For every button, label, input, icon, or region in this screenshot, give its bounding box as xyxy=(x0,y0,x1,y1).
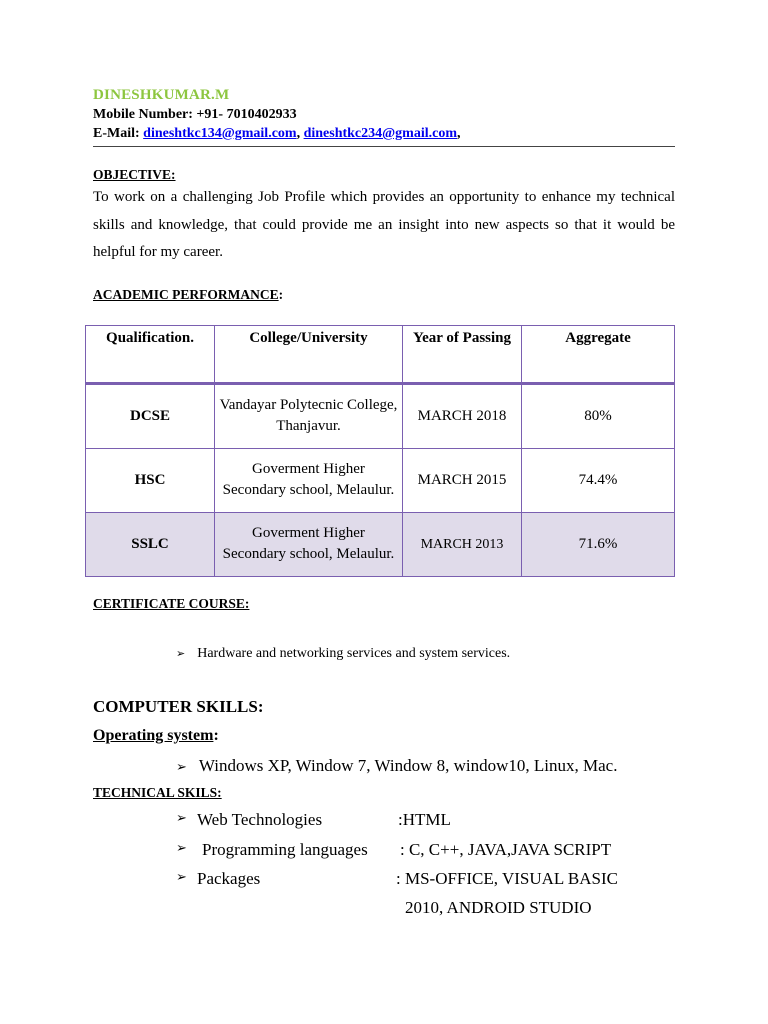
objective-heading: OBJECTIVE: xyxy=(93,167,176,182)
skill-continuation: 2010, ANDROID STUDIO xyxy=(405,898,592,917)
year-cell: MARCH 2015 xyxy=(403,448,522,512)
table-row xyxy=(86,448,675,512)
qualification-cell: DCSE xyxy=(86,383,215,448)
arrowhead-bullet-icon: ➢ xyxy=(176,840,187,855)
column-header: Qualification. xyxy=(86,326,215,384)
certificate-item-text: Hardware and networking services and system services. xyxy=(197,646,511,661)
column-header: College/University xyxy=(215,326,403,384)
qualification-cell: SSLC xyxy=(86,512,215,576)
mobile-number: Mobile Number: +91- 7010402933 xyxy=(93,107,297,122)
header-divider xyxy=(93,146,675,147)
academic-heading-text: ACADEMIC PERFORMANCE xyxy=(93,287,279,302)
year-cell: MARCH 2018 xyxy=(403,383,522,448)
aggregate-cell: 71.6% xyxy=(522,512,675,576)
list-item xyxy=(176,756,617,776)
arrowhead-bullet-icon: ➢ xyxy=(176,759,187,774)
college-cell: Goverment Higher Secondary school, Melaulur. xyxy=(215,512,403,576)
os-item-text: Windows XP, Window 7, Window 8, window10, Linux, Mac. xyxy=(198,756,618,775)
email-end: , xyxy=(457,126,461,141)
technical-skills-heading: TECHNICAL SKILS: xyxy=(93,785,222,800)
email-link-2[interactable]: dineshtkc234@gmail.com xyxy=(303,126,457,141)
certificate-heading: CERTIFICATE COURSE: xyxy=(93,596,250,611)
skill-value: : C, C++, JAVA,JAVA SCRIPT xyxy=(400,840,612,859)
skill-label: Programming languages xyxy=(202,840,368,859)
list-item xyxy=(176,646,510,662)
academic-heading xyxy=(93,287,283,303)
academic-table xyxy=(85,325,675,577)
arrowhead-bullet-icon: ➢ xyxy=(176,648,186,660)
aggregate-cell: 74.4% xyxy=(522,448,675,512)
os-heading-text: Operating system xyxy=(93,727,214,744)
skill-label: Web Technologies xyxy=(197,810,323,829)
college-cell: Vandayar Polytecnic College, Thanjavur. xyxy=(215,383,403,448)
objective-text: To work on a challenging Job Profile which provides an opportunity to enhance my technical skills and knowledge, that could provide me an insight into new aspects so that it would be helpful for my career. xyxy=(93,189,675,260)
qualification-cell: HSC xyxy=(86,448,215,512)
column-header: Aggregate xyxy=(522,326,675,384)
year-cell: MARCH 2013 xyxy=(403,512,522,576)
table-row xyxy=(86,383,675,448)
computer-skills-heading: COMPUTER SKILLS: xyxy=(93,697,264,716)
table-row xyxy=(86,512,675,576)
os-heading-colon: : xyxy=(213,727,219,744)
arrowhead-bullet-icon: ➢ xyxy=(176,869,187,884)
candidate-name: DINESHKUMAR.M xyxy=(93,87,230,103)
aggregate-cell: 80% xyxy=(522,383,675,448)
skill-value: : MS-OFFICE, VISUAL BASIC xyxy=(396,869,618,888)
email-link-1[interactable]: dineshtkc134@gmail.com xyxy=(143,126,297,141)
email-line xyxy=(93,126,461,142)
college-cell: Goverment Higher Secondary school, Melaulur. xyxy=(215,448,403,512)
column-header: Year of Passing xyxy=(403,326,522,384)
email-label: E-Mail: xyxy=(93,126,144,141)
email-separator: , xyxy=(296,126,304,141)
os-heading xyxy=(93,727,219,745)
table-header-row xyxy=(86,326,675,384)
skill-label: Packages xyxy=(197,869,261,888)
skill-value: :HTML xyxy=(398,810,451,829)
academic-heading-colon: : xyxy=(278,287,284,302)
arrowhead-bullet-icon: ➢ xyxy=(176,810,187,825)
